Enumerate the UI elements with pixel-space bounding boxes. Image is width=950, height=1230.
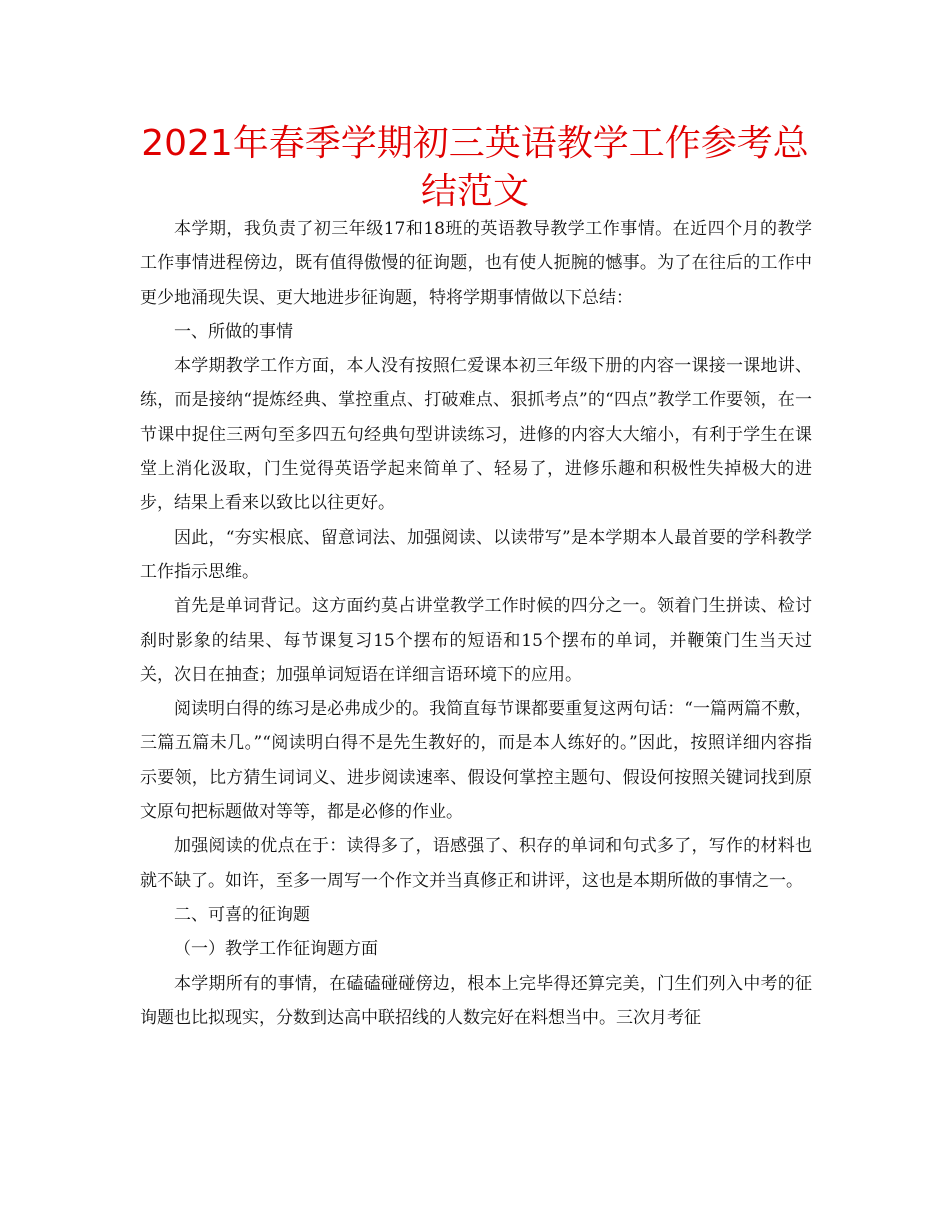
paragraph: 阅读明白得的练习是必弗成少的。我简直每节课都要重复这两句话：“一篇两篇不敷，三篇五篇未几。”“阅读明白得不是先生教好的，而是本人练好的。”因此，按照详细内容指示要领，比方猜生词词义、进步阅读速率、假设何掌控主题句、假设何按照关键词找到原文原句把标题做对等等，都是必修的作业。 [140, 699, 812, 823]
subsection-heading: （一）教学工作征询题方面 [174, 939, 378, 960]
paragraph: 因此，“夯实根底、留意词法、加强阅读、以读带写”是本学期本人最首要的学科教学工作指示思维。 [140, 527, 812, 582]
paragraph: 加强阅读的优点在于：读得多了，语感强了、积存的单词和句式多了，写作的材料也就不缺了。如许，至多一周写一个作文并当真修正和讲评，这也是本期所做的事情之一。 [140, 836, 812, 891]
section-heading: 一、所做的事情 [174, 321, 293, 342]
section-heading: 二、可喜的征询题 [174, 904, 310, 925]
paragraph: 本学期教学工作方面，本人没有按照仁爱课本初三年级下册的内容一课接一课地讲、练，而是接纳“提炼经典、掌控重点、打破难点、狠抓考点”的“四点”教学工作要领，在一节课中捉住三两句至多四五句经典句型讲读练习，进修的内容大大缩小，有利于学生在课堂上消化汲取，门生觉得英语学起来简单了、轻易了，进修乐趣和积极性失掉极大的进步，结果上看来以致比以往更好。 [140, 356, 812, 514]
paragraph: 本学期所有的事情，在磕磕碰碰傍边，根本上完毕得还算完美，门生们列入中考的征询题也比拟现实，分数到达高中联招线的人数完好在料想当中。三次月考征 [140, 973, 812, 1028]
document-title: 2021年春季学期初三英语教学工作参考总结范文 [141, 123, 809, 212]
document-body [140, 212, 812, 1035]
paragraph: 首先是单词背记。这方面约莫占讲堂教学工作时候的四分之一。领着门生拼读、检讨刹时影象的结果、每节课复习15个摆布的短语和15个摆布的单词，并鞭策门生当天过关，次日在抽查；加强单词短语在详细言语环境下的应用。 [140, 596, 812, 685]
paragraph: 本学期，我负责了初三年级17和18班的英语教导教学工作事情。在近四个月的教学工作事情进程傍边，既有值得傲慢的征询题，也有使人扼腕的憾事。为了在往后的工作中更少地涌现失误、更大地进步征询题，特将学期事情做以下总结： [140, 219, 812, 308]
